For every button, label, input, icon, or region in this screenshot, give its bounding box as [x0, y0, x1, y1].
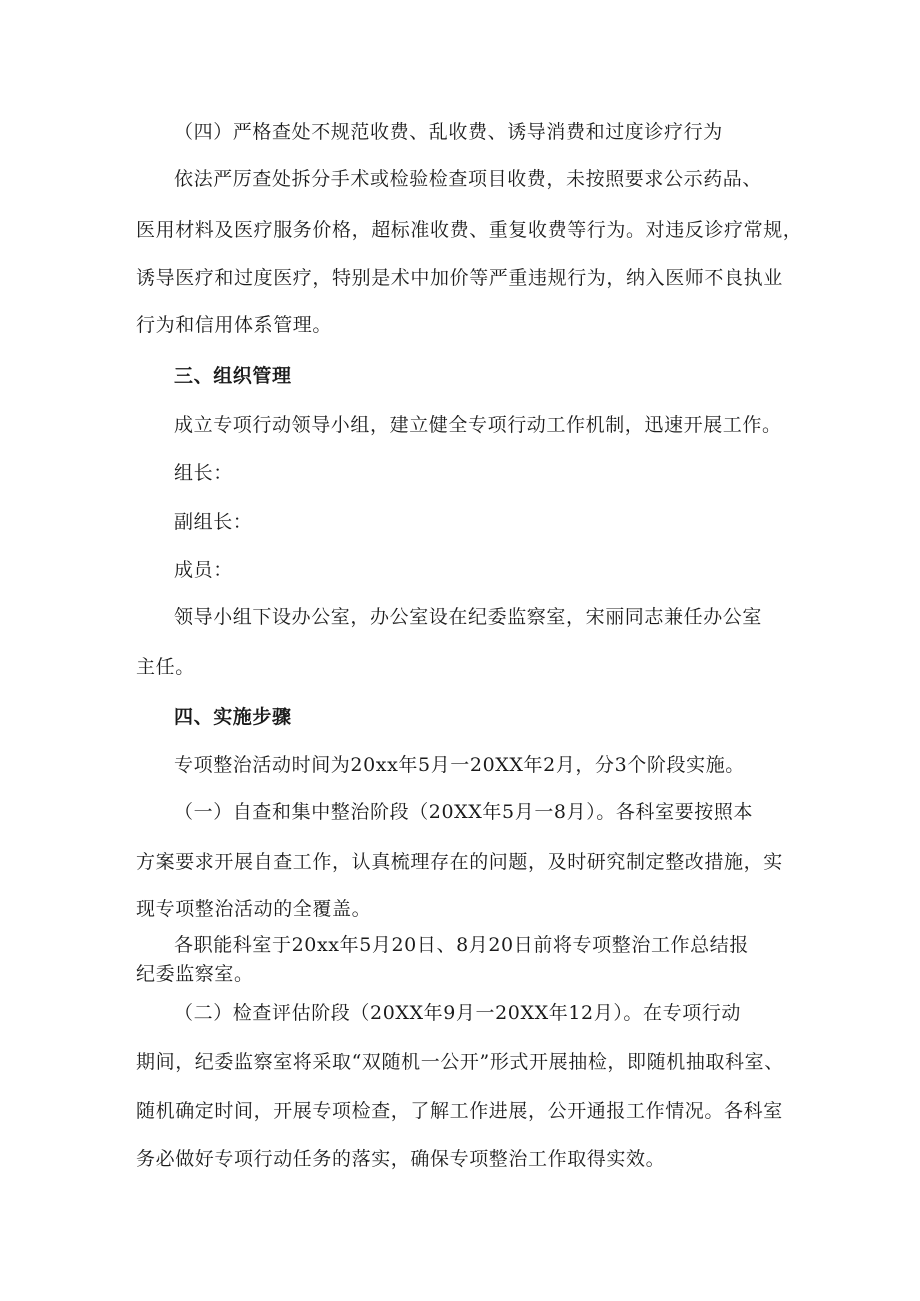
deputy-leader-label: 副组长：: [174, 511, 253, 533]
paragraph-line: 成立专项行动领导小组，建立健全专项行动工作机制，迅速开展工作。: [174, 414, 782, 436]
paragraph-line: 务必做好专项行动任务的落实，确保专项整治工作取得实效。: [136, 1148, 666, 1170]
paragraph-line: 随机确定时间，开展专项检查，了解工作进展，公开通报工作情况。各科室: [136, 1100, 783, 1122]
paragraph-line: 依法严厉查处拆分手术或检验检查项目收费，未按照要求公示药品、: [174, 168, 763, 190]
section-heading-3: 三、组织管理: [174, 365, 292, 387]
subheading-4: （四）严格查处不规范收费、乱收费、诱导消费和过度诊疗行为: [174, 121, 723, 143]
section-heading-4: 四、实施步骤: [174, 706, 292, 728]
paragraph-line: （一）自查和集中整治阶段（20XX年5月一8月）。各科室要按照本: [174, 801, 754, 823]
members-label: 成员：: [174, 559, 233, 581]
paragraph-line: 行为和信用体系管理。: [136, 314, 333, 336]
paragraph-line: 各职能科室于20xx年5月20日、8月20日前将专项整治工作总结报: [174, 934, 749, 956]
paragraph-line: 专项整治活动时间为20xx年5月一20XX年2月，分3个阶段实施。: [174, 754, 745, 776]
paragraph-line: 诱导医疗和过度医疗，特别是术中加价等严重违规行为，纳入医师不良执业: [136, 267, 783, 289]
group-leader-label: 组长：: [174, 462, 233, 484]
paragraph-line: 医用材料及医疗服务价格，超标准收费、重复收费等行为。对违反诊疗常规，: [136, 219, 803, 241]
paragraph-line: 现专项整治活动的全覆盖。: [136, 898, 372, 920]
paragraph-line: 期间，纪委监察室将采取“双随机一公开”形式开展抽检，即随机抽取科室、: [136, 1051, 784, 1073]
paragraph-line: 领导小组下设办公室，办公室设在纪委监察室，宋丽同志兼任办公室: [174, 606, 763, 628]
paragraph-line: 方案要求开展自查工作，认真梳理存在的问题，及时研究制定整改措施，实: [136, 851, 783, 873]
paragraph-line: 纪委监察室。: [136, 963, 254, 985]
paragraph-line: （二）检查评估阶段（20XX年9月一20XX年12月）。在专项行动: [174, 1002, 742, 1024]
paragraph-line: 主任。: [136, 656, 195, 678]
